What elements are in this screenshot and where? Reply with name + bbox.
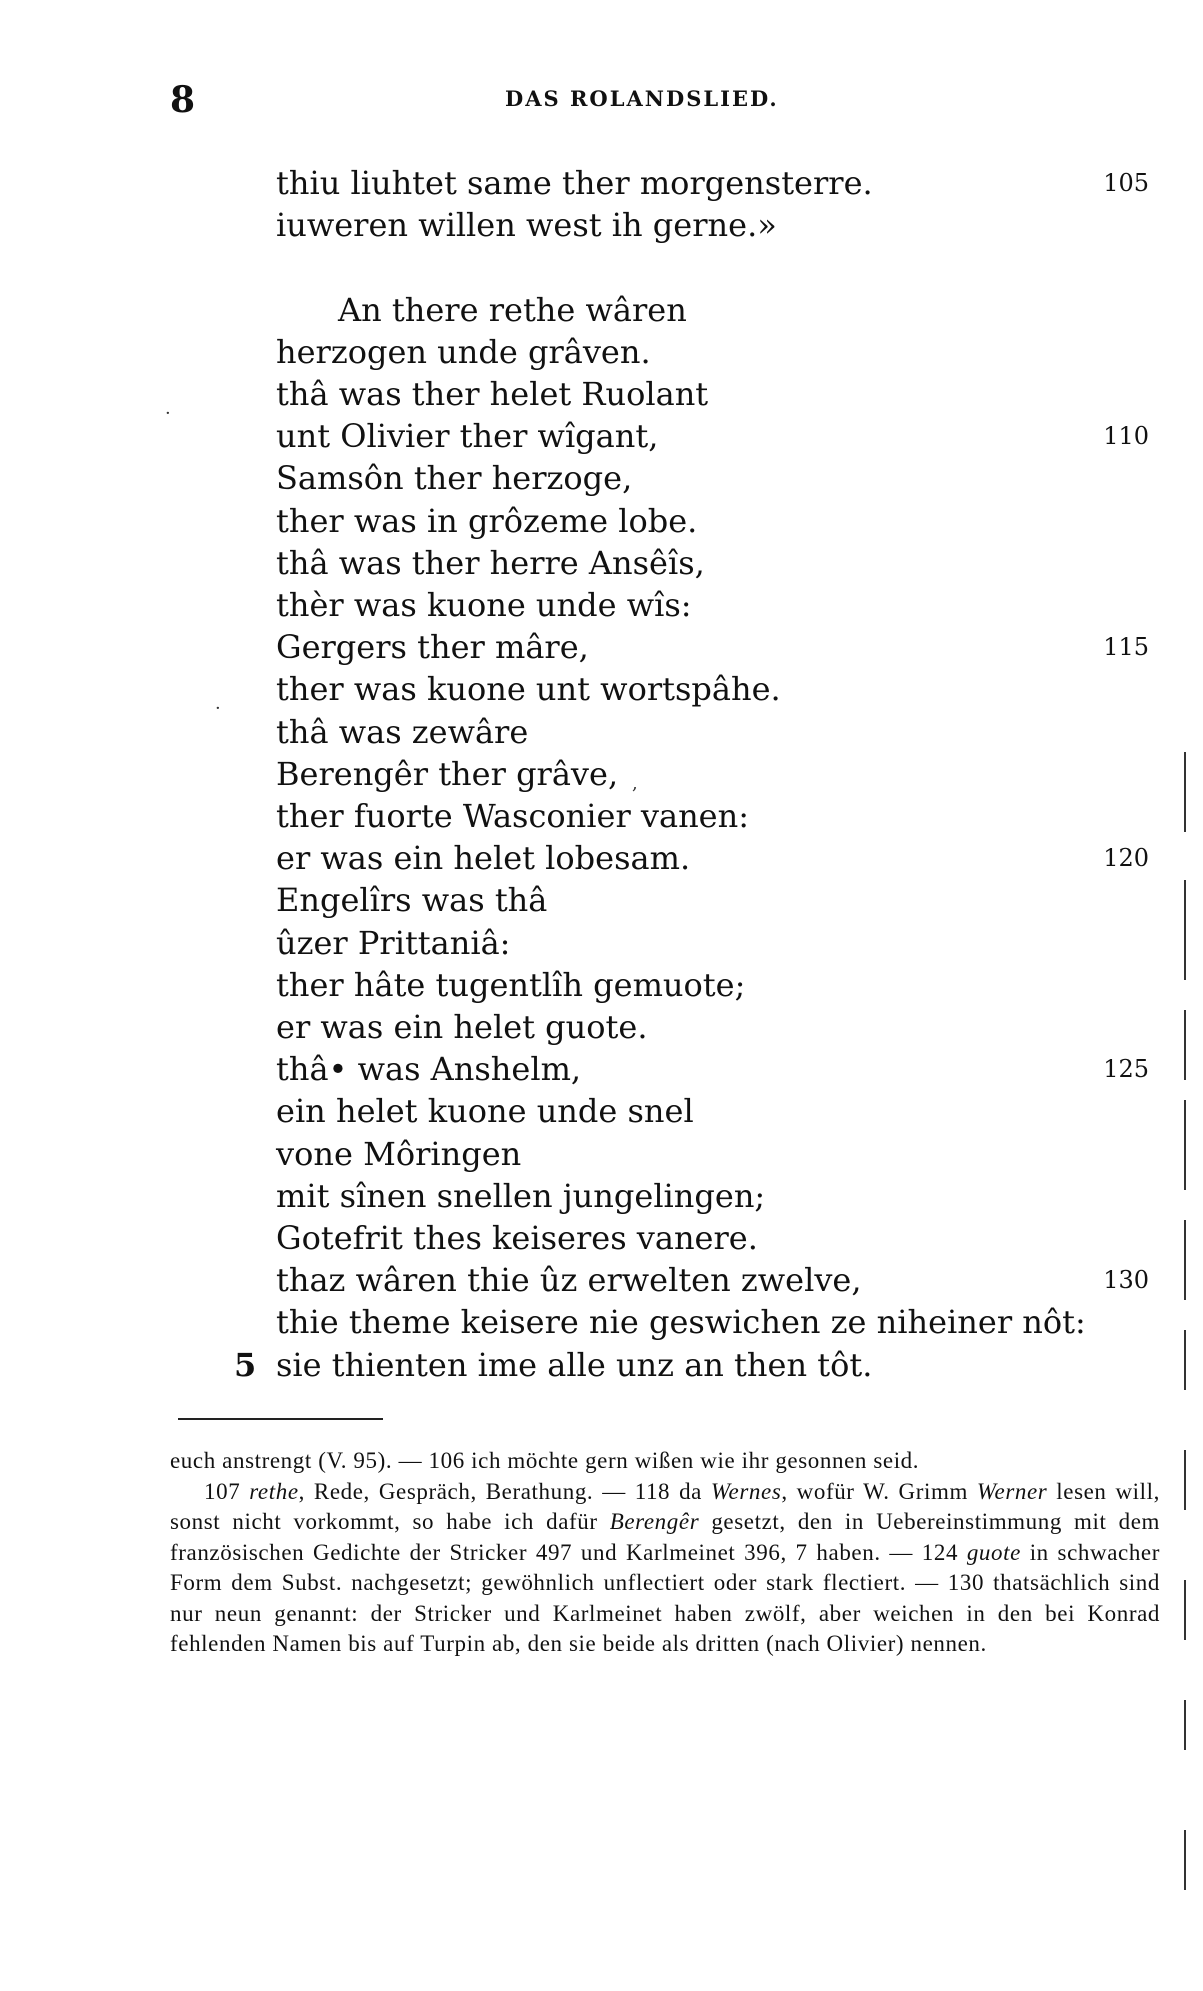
verse-line: thâ• was Anshelm,	[276, 1050, 582, 1088]
verse-line: Gotefrit thes keiseres vanere.	[276, 1219, 758, 1257]
margin-bar	[1184, 1700, 1186, 1750]
margin-bar	[1184, 752, 1186, 832]
footnote-paragraph-1: euch anstrengt (V. 95). — 106 ich möchte gern wißen wie ihr gesonnen seid.	[170, 1448, 920, 1473]
verse-line: Berengêr ther grâve,	[276, 755, 619, 793]
footnote-text: gesetzt, den in Uebereinstimmung mit dem französischen Gedichte der Stricker 497 und Karlmeinet 396, 7 haben. — 124	[170, 1509, 1160, 1565]
page-number: 8	[170, 79, 196, 121]
footnote-term: guote	[966, 1539, 1021, 1565]
line-number: 115	[1103, 633, 1149, 661]
verse-line: An there rethe wâren	[338, 291, 687, 329]
footnote-term: Werner	[976, 1478, 1048, 1504]
footnote-text: , Rede, Gespräch, Berathung. — 118 da	[298, 1478, 711, 1504]
verse-line: ûzer Prittaniâ:	[276, 924, 511, 962]
verse-line: sie thienten ime alle unz an then tôt.	[276, 1346, 873, 1384]
margin-bar	[1184, 1330, 1186, 1390]
verse-line: mit sînen snellen jungelingen;	[276, 1177, 766, 1215]
margin-bar	[1184, 1100, 1186, 1190]
footnote-text: 107	[204, 1478, 250, 1504]
margin-bar	[1184, 1010, 1186, 1080]
stray-dot: ,	[632, 773, 638, 794]
stray-dot: ·	[215, 698, 221, 719]
verse-line: ein helet kuone unde snel	[276, 1092, 694, 1130]
margin-bar	[1184, 880, 1186, 980]
footnote-rule	[178, 1418, 383, 1420]
footnote-text: , wofür W. Grimm	[781, 1478, 977, 1504]
verse-line: ther hâte tugentlîh gemuote;	[276, 966, 746, 1004]
verse-line: ther was kuone unt wortspâhe.	[276, 670, 781, 708]
footnote-term: rethe	[249, 1478, 299, 1504]
verse-line: ther fuorte Wasconier vanen:	[276, 797, 749, 835]
verse-line: herzogen unde grâven.	[276, 333, 651, 371]
verse-line: er was ein helet guote.	[276, 1008, 648, 1046]
footnote-term: Berengêr	[609, 1509, 700, 1534]
verse-line: Samsôn ther herzoge,	[276, 459, 633, 497]
verse-line: thiu liuhtet same ther morgensterre.	[276, 164, 873, 202]
line-number: 110	[1103, 422, 1149, 450]
signature-mark: 5	[234, 1346, 257, 1384]
verse-line: thâ was ther helet Ruolant	[276, 375, 709, 413]
verse-line: thie theme keisere nie geswichen ze niheiner nôt:	[276, 1303, 1086, 1341]
verse-line: vone Môringen	[276, 1135, 522, 1173]
verse-line: thèr was kuone unde wîs:	[276, 586, 692, 624]
verse-line: iuweren willen west ih gerne.»	[276, 206, 777, 244]
line-number: 120	[1103, 844, 1149, 872]
margin-bar	[1184, 1830, 1186, 1890]
margin-bar	[1184, 1580, 1186, 1640]
footnotes	[170, 1446, 1160, 1660]
footnote-text: lesen will, sonst nicht vorkommt, so habe ich dafür	[170, 1478, 1160, 1534]
running-title: DAS ROLANDSLIED.	[505, 86, 779, 111]
footnote-text: in schwacher Form dem Subst. nachgesetzt; gewöhnlich unflectiert oder stark flectiert. — 130 thatsächlich sind nur neun genannt: der Stricker und Karlmeinet haben zwölf, aber weichen in den bei Konrad fehlenden Namen bis auf Turpin ab, den sie beide als dritten (nach Olivier) nennen.	[170, 1539, 1160, 1656]
footnote-paragraph-2	[170, 1477, 1160, 1660]
line-number: 125	[1103, 1055, 1149, 1083]
footnote-term: Wernes	[710, 1478, 782, 1504]
margin-bar	[1184, 1450, 1186, 1510]
verse-line: Engelîrs was thâ	[276, 881, 548, 919]
line-number: 105	[1103, 169, 1149, 197]
verse-line: unt Olivier ther wîgant,	[276, 417, 659, 455]
margin-bar	[1184, 1220, 1186, 1300]
verse-line: ther was in grôzeme lobe.	[276, 502, 698, 540]
verse-line: thaz wâren thie ûz erwelten zwelve,	[276, 1261, 862, 1299]
verse-line: Gergers ther mâre,	[276, 628, 589, 666]
verse-line: er was ein helet lobesam.	[276, 839, 691, 877]
verse-line: thâ was ther herre Ansêîs,	[276, 544, 705, 582]
verse-line: thâ was zewâre	[276, 713, 529, 751]
stray-dot: ·	[165, 403, 171, 424]
line-number: 130	[1103, 1266, 1149, 1294]
